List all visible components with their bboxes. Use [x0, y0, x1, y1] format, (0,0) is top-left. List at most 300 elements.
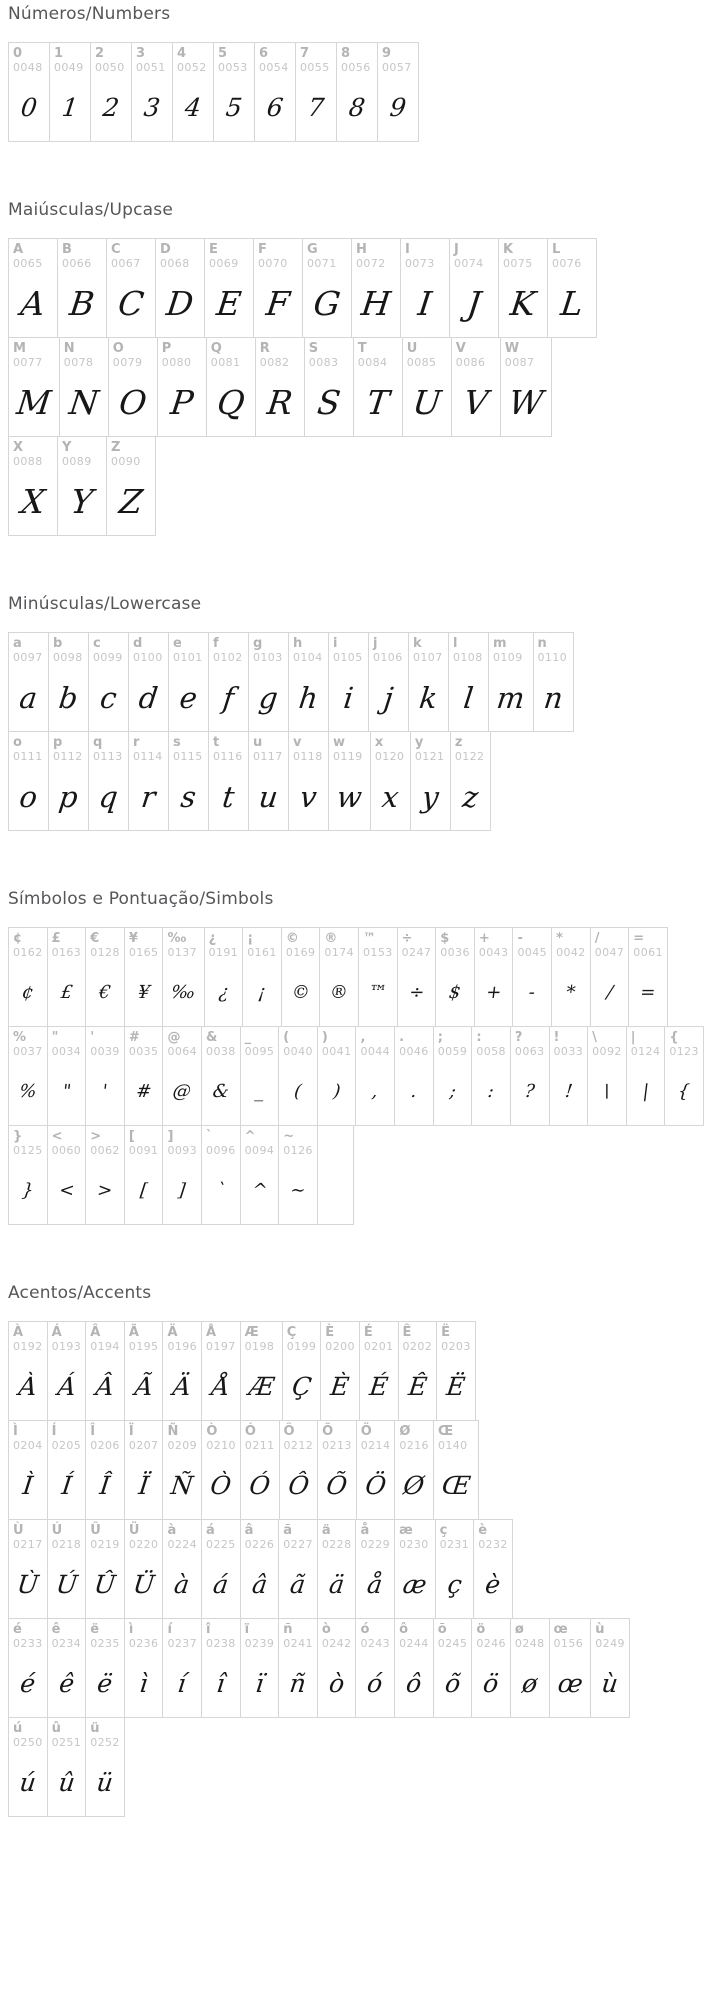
cell-glyph: ö	[481, 1669, 501, 1698]
cell-char-label: F	[258, 242, 267, 257]
cell-unicode-label: 0128	[90, 946, 120, 959]
cell-header	[282, 928, 320, 959]
cell-unicode-label: 0111	[13, 750, 43, 763]
cell-unicode-label: 0043	[478, 946, 509, 959]
cell-unicode-label: 0093	[167, 1144, 198, 1157]
cell-header	[354, 338, 402, 369]
glyph-cell	[549, 1026, 589, 1126]
cell-glyph: £	[59, 982, 74, 1003]
cell-unicode-label: 0233	[13, 1637, 43, 1650]
glyph-cell	[282, 1321, 322, 1421]
cell-char-label: ë	[90, 1622, 100, 1637]
glyph-row	[8, 731, 661, 831]
cell-glyph: p	[57, 779, 80, 814]
cell-glyph: t	[220, 779, 237, 814]
cell-unicode-label: 0035	[128, 1045, 159, 1058]
cell-glyph: .	[409, 1081, 419, 1102]
cell-char-label: 3	[136, 46, 146, 61]
cell-char-label: Â	[90, 1325, 101, 1340]
cell-unicode-label: 0096	[206, 1144, 236, 1157]
glyph-row	[8, 1618, 661, 1718]
cell-char-label: ò	[321, 1622, 331, 1637]
cell-glyph: Œ	[440, 1471, 473, 1500]
cell-unicode-label: 0242	[321, 1637, 352, 1650]
glyph-cell	[278, 1026, 318, 1126]
section-accents	[8, 1283, 661, 1817]
cell-unicode-label: 0049	[54, 61, 84, 74]
glyph-cell	[471, 1026, 511, 1126]
glyph-cell	[85, 1026, 125, 1126]
cell-char-label: n	[537, 636, 547, 651]
cell-header	[48, 1520, 86, 1551]
cell-unicode-label: 0063	[514, 1045, 545, 1058]
glyph-cell	[204, 927, 244, 1027]
cell-char-label: Á	[51, 1325, 62, 1340]
cell-unicode-label: 0140	[437, 1439, 468, 1452]
cell-header	[86, 1027, 124, 1058]
cell-unicode-label: 0085	[406, 356, 437, 369]
cell-glyph: q	[97, 779, 120, 814]
cell-glyph: \	[602, 1081, 612, 1102]
cell-glyph: g	[257, 680, 280, 715]
cell-unicode-label: 0041	[321, 1045, 352, 1058]
glyph-cell	[500, 337, 552, 437]
cell-char-label: Q	[210, 341, 222, 356]
cell-header	[9, 43, 49, 74]
cell-unicode-label: 0047	[594, 946, 625, 959]
cell-header	[318, 1421, 356, 1452]
glyph-cell	[124, 1519, 164, 1619]
cell-unicode-label: 0220	[128, 1538, 159, 1551]
cell-unicode-label: 0066	[62, 257, 92, 270]
cell-char-label: Ç	[286, 1325, 297, 1340]
cell-header	[475, 928, 513, 959]
cell-header	[205, 928, 243, 959]
cell-glyph: O	[116, 383, 149, 422]
cell-header	[202, 1027, 240, 1058]
cell-char-label: Ò	[206, 1424, 218, 1439]
cell-header	[436, 1520, 474, 1551]
cell-header	[369, 633, 408, 664]
glyph-cell	[433, 1618, 473, 1718]
cell-char-label: È	[325, 1325, 335, 1340]
cell-unicode-label: 0232	[478, 1538, 508, 1551]
cell-unicode-label: 0044	[360, 1045, 391, 1058]
cell-header	[9, 239, 57, 270]
cell-char-label: Õ	[322, 1424, 334, 1439]
cell-unicode-label: 0077	[13, 356, 43, 369]
cell-unicode-label: 0214	[360, 1439, 391, 1452]
glyph-cell	[48, 632, 89, 732]
cell-header	[591, 1619, 629, 1650]
cell-char-label: õ	[437, 1622, 447, 1637]
cell-unicode-label: 0219	[90, 1538, 120, 1551]
glyph-row	[8, 1519, 661, 1619]
cell-char-label: "	[51, 1030, 59, 1045]
cell-header	[249, 732, 288, 763]
cell-unicode-label: 0124	[630, 1045, 661, 1058]
cell-unicode-label: 0227	[283, 1538, 313, 1551]
cell-char-label: œ	[553, 1622, 568, 1637]
cell-char-label: 8	[341, 46, 351, 61]
cell-unicode-label: 0039	[90, 1045, 120, 1058]
cell-char-label: &	[206, 1030, 218, 1045]
cell-glyph: X	[18, 482, 48, 521]
cell-header	[511, 1619, 549, 1650]
cell-unicode-label: 0103	[253, 651, 283, 664]
cell-char-label: û	[51, 1721, 61, 1736]
cell-header	[129, 732, 168, 763]
cell-unicode-label: 0248	[514, 1637, 545, 1650]
cell-char-label: ™	[363, 931, 377, 946]
cell-glyph: ;	[448, 1081, 457, 1102]
glyph-cell	[208, 731, 249, 831]
section-upcase	[8, 200, 661, 536]
cell-glyph: <	[57, 1180, 76, 1201]
cell-header	[49, 633, 88, 664]
cell-unicode-label: 0056	[341, 61, 371, 74]
cell-char-label: Y	[62, 440, 72, 455]
cell-glyph: E	[214, 284, 244, 323]
section-title: Maiúsculas/Upcase	[8, 200, 173, 220]
cell-unicode-label: 0042	[556, 946, 586, 959]
cell-glyph: 6	[265, 93, 285, 122]
cell-header	[9, 1126, 47, 1157]
cell-char-label: v	[293, 735, 302, 750]
cell-header	[9, 1421, 47, 1452]
cell-glyph: Ø	[402, 1471, 427, 1500]
glyph-cell	[47, 1420, 87, 1520]
glyph-cell	[155, 238, 205, 338]
cell-unicode-label: 0234	[51, 1637, 82, 1650]
glyph-cell	[400, 238, 450, 338]
glyph-cell	[448, 632, 489, 732]
cell-char-label	[322, 1129, 349, 1144]
cell-glyph: &	[211, 1081, 231, 1102]
cell-char-label: E	[209, 242, 218, 257]
cell-glyph: '	[101, 1081, 109, 1102]
cell-unicode-label: 0137	[167, 946, 198, 959]
cell-char-label: í	[167, 1622, 172, 1637]
cell-char-label: 5	[218, 46, 228, 61]
cell-char-label: s	[173, 735, 181, 750]
cell-header	[378, 43, 418, 74]
cell-unicode-label: 0037	[13, 1045, 43, 1058]
cell-glyph: Í	[59, 1471, 74, 1500]
cell-glyph: ®	[328, 982, 350, 1003]
glyph-row	[8, 436, 661, 536]
cell-glyph: }	[20, 1180, 35, 1201]
cell-char-label: P	[161, 341, 172, 356]
cell-unicode-label: 0199	[286, 1340, 317, 1353]
cell-char-label: O	[112, 341, 124, 356]
glyph-cell	[124, 1321, 164, 1421]
cell-char-label: Ã	[128, 1325, 139, 1340]
cell-unicode-label: 0251	[51, 1736, 82, 1749]
cell-char-label: ¿	[208, 931, 217, 946]
glyph-cell	[124, 1026, 164, 1126]
cell-glyph: j	[381, 680, 396, 715]
cell-char-label: ã	[283, 1523, 293, 1538]
cell-char-label: B	[62, 242, 72, 257]
cell-unicode-label: 0205	[51, 1439, 82, 1452]
cell-char-label: ø	[514, 1622, 524, 1637]
cell-glyph: ¿	[217, 982, 230, 1003]
cell-glyph: Â	[94, 1372, 116, 1401]
cell-char-label: à	[167, 1523, 177, 1538]
cell-glyph: œ	[555, 1669, 585, 1698]
cell-unicode-label: 0055	[300, 61, 330, 74]
cell-header	[107, 239, 155, 270]
cell-char-label: g	[253, 636, 263, 651]
cell-header	[472, 1619, 510, 1650]
glyph-cell	[353, 337, 403, 437]
cell-header	[9, 338, 59, 369]
glyph-cell	[8, 337, 60, 437]
cell-char-label: ü	[90, 1721, 100, 1736]
cell-glyph	[314, 1157, 357, 1224]
cell-glyph: Ú	[54, 1570, 79, 1599]
cell-header	[255, 43, 295, 74]
cell-header	[125, 928, 163, 959]
glyph-cell	[450, 731, 491, 831]
glyph-cell	[248, 632, 289, 732]
cell-unicode-label: 0206	[90, 1439, 120, 1452]
cell-header	[303, 239, 351, 270]
cell-char-label: J	[454, 242, 459, 257]
cell-header	[629, 928, 667, 959]
cell-header	[329, 732, 370, 763]
cell-header	[9, 1027, 47, 1058]
glyph-cell	[108, 337, 158, 437]
glyph-cell	[547, 238, 597, 338]
cell-glyph: +	[484, 982, 503, 1003]
cell-char-label: >	[90, 1129, 102, 1144]
cell-glyph: À	[16, 1372, 39, 1401]
cell-header	[356, 1027, 394, 1058]
cell-unicode-label: 0216	[399, 1439, 429, 1452]
glyph-cell	[201, 1321, 241, 1421]
glyph-cell	[57, 436, 107, 536]
cell-header	[209, 732, 248, 763]
cell-unicode-label: 0045	[517, 946, 548, 959]
cell-glyph: ï	[253, 1669, 266, 1698]
cell-header	[401, 239, 449, 270]
cell-glyph: õ	[443, 1669, 462, 1698]
glyph-cell	[162, 1618, 202, 1718]
cell-char-label: Û	[90, 1523, 101, 1538]
glyph-cell	[590, 1618, 630, 1718]
cell-glyph: 5	[224, 93, 244, 122]
cell-glyph: v	[298, 779, 319, 814]
glyph-cell	[255, 337, 305, 437]
cell-glyph: -	[527, 982, 537, 1003]
cell-glyph: f	[221, 680, 236, 715]
glyph-cell	[533, 632, 574, 732]
cell-unicode-label: 0104	[293, 651, 323, 664]
cell-char-label: /	[594, 931, 600, 946]
cell-header	[86, 1126, 124, 1157]
cell-unicode-label: 0083	[308, 356, 339, 369]
cell-unicode-label: 0117	[253, 750, 283, 763]
cell-header	[173, 43, 213, 74]
cell-header	[163, 928, 203, 959]
cell-glyph: x	[380, 779, 401, 814]
cell-glyph: 3	[142, 93, 162, 122]
cell-glyph: :	[486, 1081, 496, 1102]
cell-char-label: u	[253, 735, 263, 750]
cell-header	[548, 239, 596, 270]
cell-unicode-label: 0108	[453, 651, 483, 664]
cell-char-label: [	[128, 1129, 135, 1144]
cell-unicode-label: 0191	[208, 946, 239, 959]
cell-glyph: Æ	[246, 1372, 276, 1401]
glyph-cell	[451, 337, 501, 437]
cell-unicode-label: 0162	[13, 946, 43, 959]
cell-glyph: H	[359, 284, 393, 323]
cell-char-label: )	[321, 1030, 328, 1045]
cell-header	[279, 1619, 317, 1650]
cell-header	[89, 732, 128, 763]
cell-header	[337, 43, 377, 74]
cell-header	[501, 338, 551, 369]
cell-header	[434, 1421, 478, 1452]
cell-char-label: j	[373, 636, 378, 651]
cell-char-label: w	[333, 735, 346, 750]
cell-char-label: ñ	[283, 1622, 293, 1637]
cell-header	[9, 1718, 47, 1749]
section-symbols	[8, 889, 699, 1225]
cell-unicode-label: 0212	[283, 1439, 314, 1452]
cell-header	[411, 732, 450, 763]
cell-char-label: :	[476, 1030, 482, 1045]
cell-char-label: Ä	[167, 1325, 178, 1340]
cell-unicode-label: 0120	[374, 750, 405, 763]
glyph-cell	[551, 927, 591, 1027]
cell-char-label: H	[356, 242, 367, 257]
glyph-row	[8, 1420, 661, 1520]
cell-unicode-label: 0217	[13, 1538, 43, 1551]
glyph-cell	[471, 1618, 511, 1718]
glyph-cell	[355, 1026, 395, 1126]
glyph-cell	[281, 927, 321, 1027]
cell-header	[499, 239, 547, 270]
cell-glyph: Z	[117, 482, 145, 521]
cell-header	[243, 928, 281, 959]
glyph-cell	[47, 1321, 87, 1421]
cell-header	[109, 338, 157, 369]
glyph-cell	[240, 1420, 280, 1520]
cell-header	[163, 1322, 201, 1353]
cell-unicode-label: 0102	[213, 651, 243, 664]
cell-unicode-label: 0201	[363, 1340, 394, 1353]
cell-char-label: ¢	[13, 931, 23, 946]
cell-header	[241, 1126, 279, 1157]
glyph-cell	[85, 1618, 125, 1718]
cell-unicode-label: 0237	[167, 1637, 198, 1650]
cell-header	[318, 1027, 356, 1058]
glyph-cell	[128, 731, 169, 831]
cell-glyph: c	[98, 680, 119, 715]
cell-glyph: é	[18, 1669, 37, 1698]
cell-char-label: @	[167, 1030, 181, 1045]
glyph-cell	[162, 1026, 202, 1126]
cell-header	[279, 1520, 317, 1551]
cell-char-label: X	[13, 440, 24, 455]
cell-char-label: Ö	[360, 1424, 372, 1439]
glyph-cell	[172, 42, 214, 142]
cell-header	[156, 239, 204, 270]
glyph-cell	[8, 1420, 48, 1520]
cell-unicode-label: 0236	[128, 1637, 159, 1650]
cell-unicode-label: 0097	[13, 651, 43, 664]
glyph-cell	[435, 927, 475, 1027]
cell-char-label: é	[13, 1622, 22, 1637]
glyph-cell	[90, 42, 132, 142]
glyph-cell	[397, 927, 437, 1027]
cell-unicode-label: 0086	[455, 356, 486, 369]
cell-unicode-label: 0069	[209, 257, 239, 270]
cell-header	[352, 239, 400, 270]
cell-unicode-label: 0200	[325, 1340, 355, 1353]
cell-char-label: r	[133, 735, 140, 750]
cell-unicode-label: 0228	[321, 1538, 352, 1551]
cell-char-label: k	[413, 636, 422, 651]
cell-header	[48, 1027, 86, 1058]
cell-glyph: ü	[95, 1768, 115, 1797]
glyph-cell	[201, 1125, 241, 1225]
cell-unicode-label: 0054	[259, 61, 289, 74]
cell-unicode-label: 0106	[373, 651, 403, 664]
cell-glyph: @	[171, 1081, 193, 1102]
cell-unicode-label: 0099	[93, 651, 123, 664]
cell-header	[359, 928, 397, 959]
cell-glyph: /	[605, 982, 614, 1003]
glyph-cell	[8, 42, 50, 142]
cell-header	[279, 1027, 317, 1058]
cell-glyph: ‰	[170, 982, 197, 1003]
cell-header	[48, 1619, 86, 1650]
glyph-cell	[317, 1519, 357, 1619]
cell-unicode-label: 0230	[399, 1538, 429, 1551]
cell-glyph: D	[164, 284, 196, 323]
cell-char-label: Ê	[402, 1325, 412, 1340]
cell-char-label: }	[13, 1129, 23, 1144]
section-numbers	[8, 4, 661, 142]
cell-unicode-label: 0241	[283, 1637, 313, 1650]
cell-glyph: Á	[55, 1372, 78, 1401]
cell-unicode-label: 0090	[111, 455, 141, 468]
cell-unicode-label: 0058	[476, 1045, 506, 1058]
cell-unicode-label: 0153	[363, 946, 393, 959]
glyph-cell	[410, 731, 451, 831]
cell-char-label: l	[453, 636, 458, 651]
cell-char-label: c	[93, 636, 101, 651]
cell-char-label: ©	[285, 931, 299, 946]
cell-unicode-label: 0101	[173, 651, 203, 664]
cell-glyph: ç	[445, 1570, 464, 1599]
cell-unicode-label: 0204	[13, 1439, 43, 1452]
cell-char-label: =	[633, 931, 645, 946]
cell-header	[49, 732, 88, 763]
cell-char-label: ;	[437, 1030, 443, 1045]
glyph-cell	[394, 1026, 434, 1126]
cell-header	[202, 1520, 240, 1551]
glyph-cell	[319, 927, 359, 1027]
cell-unicode-label: 0235	[90, 1637, 120, 1650]
cell-header	[395, 1619, 433, 1650]
glyph-cell	[433, 1420, 479, 1520]
